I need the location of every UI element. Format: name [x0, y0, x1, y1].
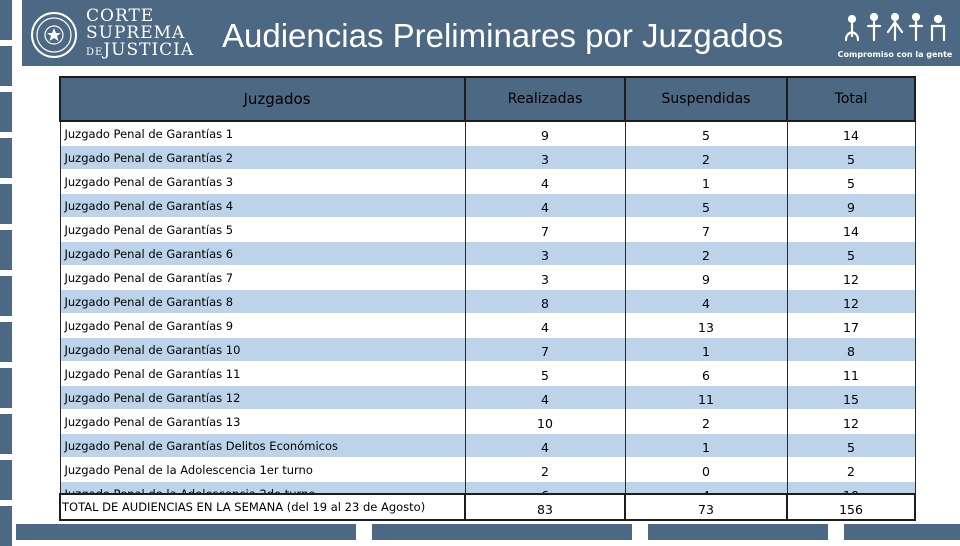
realizadas-value: 3: [465, 242, 625, 266]
people-figures-icon: [842, 10, 948, 46]
suspendidas-value: 2: [625, 410, 787, 434]
bottom-band-segment: [372, 524, 632, 540]
table-row: [60, 121, 915, 146]
suspendidas-value: 9: [625, 266, 787, 290]
realizadas-value: 4: [465, 386, 625, 410]
bottom-decorative-band: [16, 524, 960, 540]
stripe-segment: [0, 276, 12, 316]
juzgado-name: Juzgado Penal de Garantías 3: [60, 170, 465, 194]
realizadas-value: 3: [465, 146, 625, 170]
total-value: 12: [787, 290, 915, 314]
column-header-juzgados: Juzgados: [60, 77, 465, 121]
table-row: [60, 170, 915, 194]
suspendidas-value: 5: [625, 194, 787, 218]
stripe-segment: [0, 414, 12, 454]
total-value: 12: [787, 410, 915, 434]
suspendidas-value: 0: [625, 458, 787, 482]
total-value: 12: [787, 266, 915, 290]
realizadas-value: 7: [465, 218, 625, 242]
logo-line-3: DE: [86, 47, 104, 58]
total-total: 156: [787, 494, 915, 520]
campaign-brand: [836, 10, 954, 62]
total-value: 11: [787, 362, 915, 386]
realizadas-value: 3: [465, 266, 625, 290]
stripe-segment: [0, 92, 12, 132]
suspendidas-value: 2: [625, 242, 787, 266]
juzgado-name: Juzgado Penal de Garantías 8: [60, 290, 465, 314]
total-suspendidas: 73: [625, 494, 787, 520]
table-row: [60, 434, 915, 458]
realizadas-value: 4: [465, 434, 625, 458]
total-realizadas: 83: [465, 494, 625, 520]
suspendidas-value: 5: [625, 121, 787, 146]
stripe-segment: [0, 184, 12, 224]
column-header-total: Total: [787, 77, 915, 121]
table-header-row: [60, 77, 915, 121]
stripe-segment: [0, 506, 12, 546]
juzgado-name: Juzgado Penal de Garantías 10: [60, 338, 465, 362]
total-value: 9: [787, 194, 915, 218]
suspendidas-value: 1: [625, 434, 787, 458]
total-value: 8: [787, 338, 915, 362]
brand-tagline: Compromiso con la gente: [837, 50, 953, 59]
column-header-suspendidas: Suspendidas: [625, 77, 787, 121]
juzgado-name: Juzgado Penal de Garantías 7: [60, 266, 465, 290]
juzgado-name: Juzgado Penal de Garantías 12: [60, 386, 465, 410]
realizadas-value: 4: [465, 194, 625, 218]
table-row: [60, 314, 915, 338]
juzgado-name: Juzgado Penal de Garantías 4: [60, 194, 465, 218]
realizadas-value: 4: [465, 170, 625, 194]
bottom-band-segment: [648, 524, 828, 540]
total-table: [59, 493, 916, 521]
juzgado-name: Juzgado Penal de Garantías 6: [60, 242, 465, 266]
stripe-segment: [0, 138, 12, 178]
table-row: [60, 242, 915, 266]
total-value: 17: [787, 314, 915, 338]
left-decorative-stripe: [0, 0, 16, 540]
juzgado-name: Juzgado Penal de Garantías 1: [60, 121, 465, 146]
national-seal-icon: [30, 11, 78, 59]
realizadas-value: 5: [465, 362, 625, 386]
stripe-segment: [0, 230, 12, 270]
total-value: 5: [787, 146, 915, 170]
juzgado-name: Juzgado Penal de Garantías 5: [60, 218, 465, 242]
hearings-table: [59, 76, 916, 506]
realizadas-value: 8: [465, 290, 625, 314]
table-row: [60, 386, 915, 410]
juzgado-name: Juzgado Penal de Garantías 11: [60, 362, 465, 386]
table-row: [60, 290, 915, 314]
juzgado-name: Juzgado Penal de Garantías 13: [60, 410, 465, 434]
suspendidas-value: 13: [625, 314, 787, 338]
logo-line-2: SUPREMA: [86, 23, 186, 43]
suspendidas-value: 1: [625, 170, 787, 194]
juzgado-name: Juzgado Penal de Garantías Delitos Económicos: [60, 434, 465, 458]
juzgado-name: Juzgado Penal de la Adolescencia 1er turno: [60, 458, 465, 482]
total-value: 14: [787, 121, 915, 146]
juzgado-name: Juzgado Penal de Garantías 2: [60, 146, 465, 170]
table-row: [60, 458, 915, 482]
realizadas-value: 10: [465, 410, 625, 434]
suspendidas-value: 7: [625, 218, 787, 242]
table-row: [60, 362, 915, 386]
suspendidas-value: 1: [625, 338, 787, 362]
logo-line-4: JUSTICIA: [103, 40, 195, 60]
realizadas-value: 7: [465, 338, 625, 362]
juzgado-name: Juzgado Penal de Garantías 9: [60, 314, 465, 338]
table-row: [60, 410, 915, 434]
suspendidas-value: 2: [625, 146, 787, 170]
total-label: TOTAL DE AUDIENCIAS EN LA SEMANA (del 19 al 23 de Agosto): [60, 494, 465, 520]
stripe-segment: [0, 322, 12, 362]
bottom-band-segment: [16, 524, 356, 540]
corte-suprema-logo: [30, 8, 194, 61]
realizadas-value: 2: [465, 458, 625, 482]
table-row: [60, 146, 915, 170]
total-value: 5: [787, 434, 915, 458]
suspendidas-value: 4: [625, 290, 787, 314]
stripe-segment: [0, 46, 12, 86]
table-row: [60, 338, 915, 362]
stripe-segment: [0, 0, 12, 40]
total-value: 5: [787, 170, 915, 194]
total-value: 2: [787, 458, 915, 482]
total-value: 5: [787, 242, 915, 266]
table-row: [60, 194, 915, 218]
bottom-band-segment: [844, 524, 960, 540]
table-row: [60, 266, 915, 290]
total-value: 15: [787, 386, 915, 410]
suspendidas-value: 6: [625, 362, 787, 386]
suspendidas-value: 11: [625, 386, 787, 410]
total-value: 14: [787, 218, 915, 242]
table-row: [60, 218, 915, 242]
stripe-segment: [0, 368, 12, 408]
logo-line-1: CORTE: [86, 6, 155, 26]
page-title: Audiencias Preliminares por Juzgados: [222, 17, 784, 54]
realizadas-value: 9: [465, 121, 625, 146]
column-header-realizadas: Realizadas: [465, 77, 625, 121]
total-row: [60, 494, 915, 520]
stripe-segment: [0, 460, 12, 500]
realizadas-value: 4: [465, 314, 625, 338]
